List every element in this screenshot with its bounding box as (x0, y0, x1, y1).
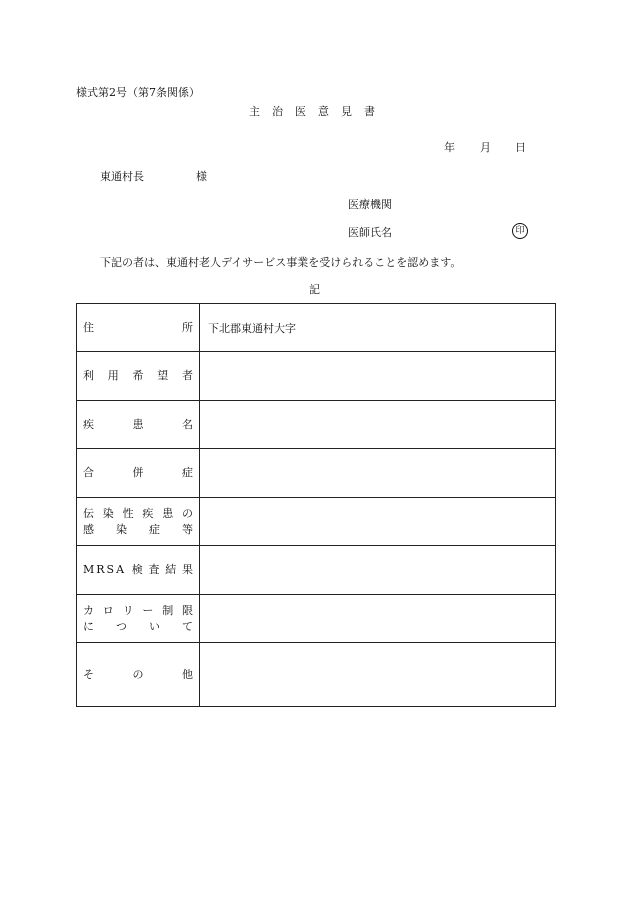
label-line (83, 667, 193, 683)
label-char: ー (142, 603, 154, 617)
label-line (83, 465, 193, 481)
complication-value[interactable] (200, 449, 556, 498)
institution-label: 医療機関 (348, 198, 392, 211)
disease-name-value[interactable] (200, 401, 556, 449)
label-char: 結 (165, 563, 177, 576)
label-line (83, 506, 193, 522)
label-char: 疾 (83, 417, 94, 431)
addressee: 東通村長 (100, 170, 144, 183)
label-char: 検 (131, 563, 143, 576)
table-row (77, 352, 556, 401)
label-char: 用 (107, 369, 119, 382)
label-char: 性 (122, 506, 134, 520)
label-line (83, 619, 193, 635)
label-char: 染 (116, 522, 127, 536)
label-char: 合 (83, 466, 94, 479)
label-char: の (181, 506, 193, 520)
label-line (83, 368, 193, 384)
label-char: 望 (157, 369, 169, 382)
table-row (77, 643, 556, 707)
row-label (77, 401, 200, 449)
date-year-label: 年 (444, 141, 455, 154)
statement-text: 下記の者は、東通村老人デイサービス事業を受けられることを認めます。 (100, 256, 462, 269)
label-line (83, 417, 193, 433)
title-char: 医 (295, 105, 306, 118)
opinion-table (76, 303, 556, 707)
row-label (77, 352, 200, 401)
label-char: に (83, 619, 94, 633)
title-char: 意 (318, 105, 329, 118)
label-char: 感 (83, 522, 94, 536)
label-char: 症 (149, 522, 160, 536)
title-char: 書 (364, 105, 375, 118)
label-char: 所 (182, 320, 193, 334)
mrsa-result-value[interactable] (200, 546, 556, 595)
label-char: そ (83, 667, 94, 681)
seal-mark: 印 (512, 223, 528, 239)
label-char: リ (122, 603, 134, 617)
label-char: 希 (132, 369, 144, 382)
label-char: 住 (83, 320, 94, 334)
table-row (77, 401, 556, 449)
label-char: 等 (182, 522, 193, 536)
label-char: て (182, 619, 193, 633)
date-month-label: 月 (480, 141, 491, 154)
label-line (83, 562, 193, 578)
row-label (77, 304, 200, 352)
address-value[interactable]: 下北郡東通村大字 (200, 304, 556, 352)
label-char: 疾 (142, 506, 154, 520)
label-char: 査 (148, 563, 160, 576)
form-number: 様式第2号（第7条関係） (76, 86, 200, 99)
table-row (77, 595, 556, 643)
label-char: 果 (181, 563, 193, 576)
label-char: 他 (182, 667, 193, 681)
infectious-disease-value[interactable] (200, 498, 556, 546)
row-label (77, 498, 200, 546)
label-char: 伝 (83, 506, 94, 520)
label-char: カ (83, 603, 94, 617)
row-label (77, 643, 200, 707)
row-label (77, 546, 200, 595)
table-row (77, 498, 556, 546)
label-char: 症 (182, 466, 193, 479)
label-char: 限 (181, 603, 193, 617)
table-row (77, 304, 556, 352)
row-label (77, 595, 200, 643)
label-char: ロ (102, 603, 114, 617)
title-char: 見 (341, 105, 352, 118)
record-heading: 記 (309, 283, 320, 296)
label-char: 者 (182, 369, 193, 382)
label-char: 利 (83, 369, 94, 382)
label-char: の (132, 667, 144, 681)
date-day-label: 日 (515, 141, 526, 154)
label-char: 名 (182, 417, 193, 431)
other-value[interactable] (200, 643, 556, 707)
label-char: 患 (162, 506, 174, 520)
applicant-value[interactable] (200, 352, 556, 401)
row-label (77, 449, 200, 498)
label-char: い (149, 619, 160, 633)
label-char: 患 (132, 417, 144, 431)
label-char: 染 (102, 506, 114, 520)
label-char: 制 (162, 603, 174, 617)
label-line (83, 320, 193, 336)
label-line (83, 522, 193, 538)
label-char: つ (116, 619, 127, 633)
table-row (77, 546, 556, 595)
label-char: 併 (132, 466, 144, 479)
addressee-honorific: 様 (196, 170, 207, 183)
label-char: MRSA (83, 563, 127, 576)
title-char: 主 (249, 105, 260, 118)
table-row (77, 449, 556, 498)
label-line (83, 603, 193, 619)
doctor-name-label: 医師氏名 (348, 226, 392, 239)
title-char: 治 (272, 105, 283, 118)
calorie-limit-value[interactable] (200, 595, 556, 643)
